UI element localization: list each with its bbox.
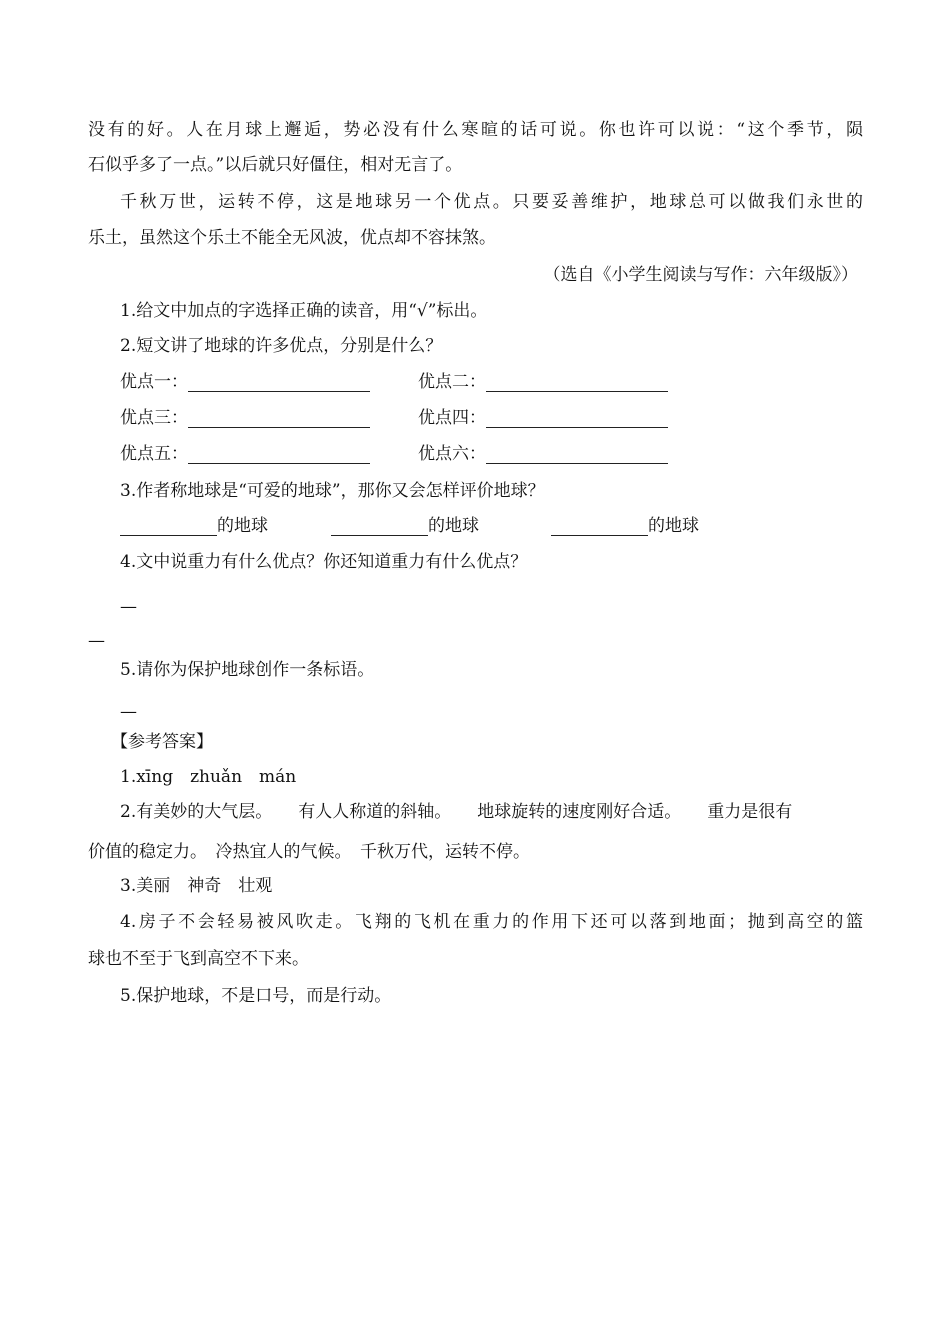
answer-4-line-2: 球也不至于飞到高空不下来。 <box>88 949 309 969</box>
q2-blank-5[interactable] <box>188 446 370 464</box>
q2-blank-3[interactable] <box>188 410 370 428</box>
answer-2-part-3: 地球旋转的速度刚好合适。 <box>477 802 682 822</box>
q2-blank-6[interactable] <box>486 446 668 464</box>
q2-label-6: 优点六： <box>418 444 668 464</box>
answer-1: 1.xīng zhuǎn mán <box>120 767 297 787</box>
q2-label-1: 优点一： <box>120 372 370 392</box>
answer-2-line-1 <box>120 802 863 822</box>
passage-paragraph-2-line-2: 乐土，虽然这个乐土不能全无风波，优点却不容抹煞。 <box>88 228 496 248</box>
q4-answer-dash-1: — <box>120 597 137 617</box>
answer-2-part-1: 2.有美妙的大气层。 <box>120 802 273 822</box>
passage-paragraph-1-line-1: 没有的好。人在月球上邂逅，势必没有什么寒暄的话可说。你也许可以说：“这个季节，陨 <box>88 120 863 140</box>
q3-blank-1[interactable] <box>120 518 217 536</box>
passage-paragraph-1-line-2: 石似乎多了一点。”以后就只好僵住，相对无言了。 <box>88 155 463 175</box>
q2-label-5: 优点五： <box>120 444 370 464</box>
question-3: 3.作者称地球是“可爱的地球”，那你又会怎样评价地球？ <box>120 481 545 501</box>
q2-label-2: 优点二： <box>418 372 668 392</box>
answer-3: 3.美丽 神奇 壮观 <box>120 876 273 896</box>
q5-answer-dash: — <box>120 702 137 722</box>
q3-blank-3[interactable] <box>551 518 648 536</box>
answer-5: 5.保护地球，不是口号，而是行动。 <box>120 986 392 1006</box>
q2-label-3: 优点三： <box>120 408 370 428</box>
answer-2-part-2: 有人人称道的斜轴。 <box>298 802 452 822</box>
question-2: 2.短文讲了地球的许多优点，分别是什么？ <box>120 336 443 356</box>
answer-2-part-4: 重力是很有 <box>707 802 793 822</box>
passage-source: （选自《小学生阅读与写作：六年级版》） <box>543 265 858 285</box>
answer-2-line-2: 价值的稳定力。 冷热宜人的气候。 千秋万代，运转不停。 <box>88 842 530 862</box>
question-1: 1.给文中加点的字选择正确的读音，用“√”标出。 <box>120 301 488 321</box>
q3-answer-2: 的地球 <box>331 516 479 536</box>
q3-answer-1: 的地球 <box>120 516 268 536</box>
question-4: 4.文中说重力有什么优点？你还知道重力有什么优点？ <box>120 552 528 572</box>
q4-answer-dash-2: — <box>88 631 105 651</box>
q2-label-4: 优点四： <box>418 408 668 428</box>
q3-blank-2[interactable] <box>331 518 428 536</box>
passage-paragraph-2-line-1: 千秋万世，运转不停，这是地球另一个优点。只要妥善维护，地球总可以做我们永世的 <box>120 192 863 212</box>
answer-4-line-1: 4.房子不会轻易被风吹走。飞翔的飞机在重力的作用下还可以落到地面；抛到高空的篮 <box>120 912 863 932</box>
q2-blank-4[interactable] <box>486 410 668 428</box>
q2-blank-2[interactable] <box>486 374 668 392</box>
question-5: 5.请你为保护地球创作一条标语。 <box>120 660 375 680</box>
q3-answer-3: 的地球 <box>551 516 699 536</box>
answers-heading: 【参考答案】 <box>111 732 213 752</box>
q2-blank-1[interactable] <box>188 374 370 392</box>
